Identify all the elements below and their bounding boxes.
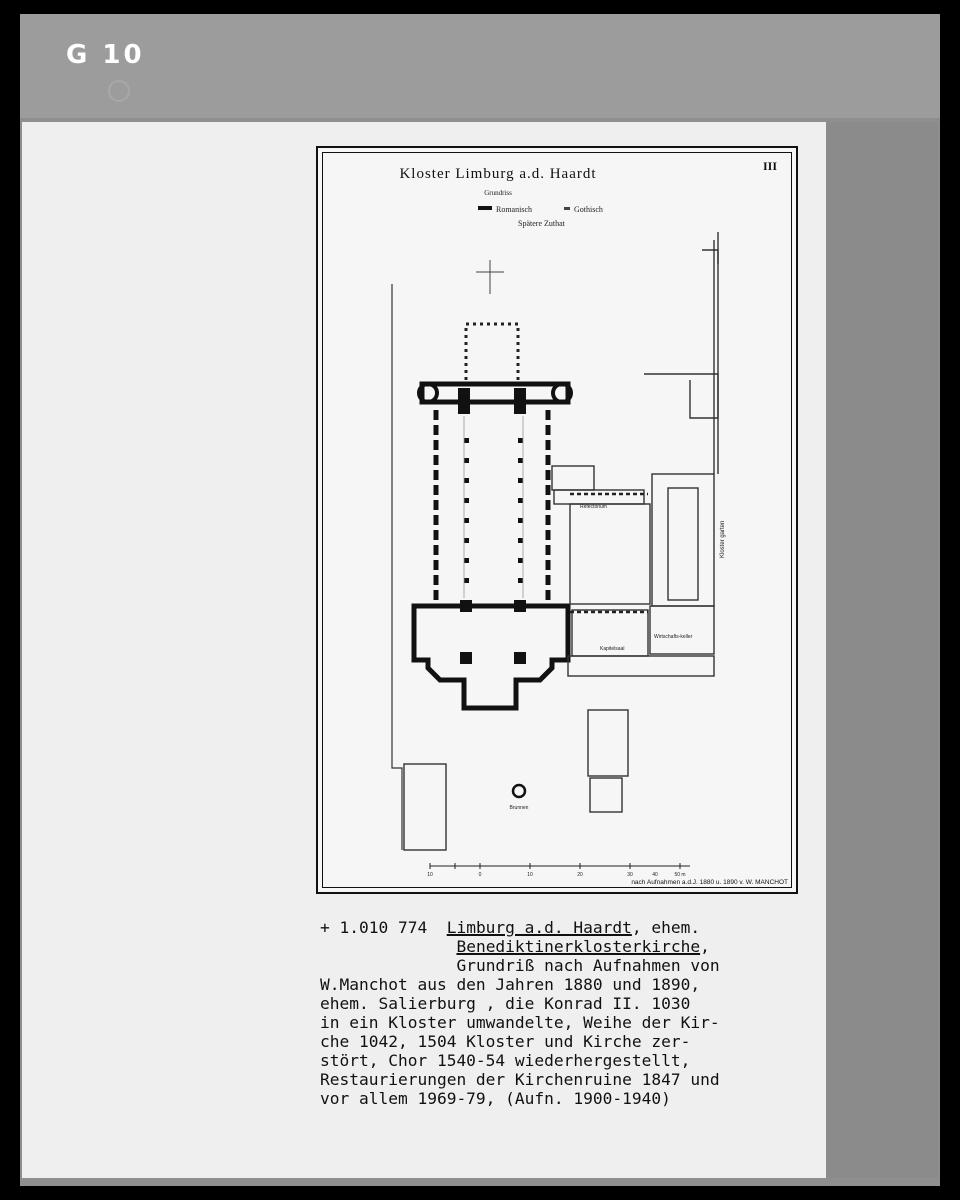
caption-building: Benediktinerklosterkirche [456, 937, 701, 956]
scale-tick: 10 [527, 872, 533, 878]
legend-romanesque: Romanisch [496, 205, 532, 214]
label-cloister-garden: Kloster garten [720, 520, 726, 558]
catalog-number: + 1.010 774 [320, 918, 428, 937]
label-fountain: Brunnen [509, 805, 529, 811]
caption-line: stört, Chor 1540-54 wiederhergestellt, [320, 1051, 691, 1070]
floor-plan-plate [316, 146, 798, 894]
caption-location-suffix: , ehem. [631, 918, 701, 937]
scale-tick: 40 [652, 872, 658, 878]
label-chapter: Kapitelsaal [600, 646, 625, 652]
archive-code: G 10 [66, 40, 145, 70]
sheet-number: III [762, 159, 778, 173]
scale-tick: 20 [577, 872, 583, 878]
caption-line: vor allem 1969-79, (Aufn. 1900-1940) [320, 1089, 671, 1108]
caption-line: Restaurierungen der Kirchenruine 1847 und [320, 1070, 720, 1089]
scale-tick: 10 [427, 872, 433, 878]
caption-line: in ein Kloster umwandelte, Weihe der Kir- [320, 1013, 720, 1032]
caption-line: Grundriß nach Aufnahmen von [456, 956, 720, 975]
caption-line: W.Manchot aus den Jahren 1880 und 1890, [320, 975, 701, 994]
label-refectory: Refectorium [580, 504, 607, 510]
card-shadow [826, 122, 938, 1178]
punch-hole [108, 80, 130, 102]
scale-tick: 50 m [674, 872, 686, 878]
caption-line: ehem. Salierburg , die Konrad II. 1030 [320, 994, 691, 1013]
label-cellar: Wirtschafts-keller [654, 634, 693, 640]
header-strip [20, 14, 940, 118]
legend-gothic: Gothisch [574, 205, 603, 214]
scale-tick: 30 [627, 872, 633, 878]
plan-title: Kloster Limburg a.d. Haardt [399, 166, 597, 182]
caption-line: che 1042, 1504 Kloster und Kirche zer- [320, 1032, 691, 1051]
plan-credit: nach Aufnahmen a.d.J. 1880 u. 1890 v. W. MANCHOT [631, 879, 788, 886]
scale-tick: 0 [478, 872, 482, 878]
legend-later: Spätere Zuthat [518, 219, 565, 228]
legend-swatch-gothic [564, 207, 570, 210]
plan-subtitle: Grundriss [484, 189, 512, 197]
floor-plan-drawing [318, 148, 796, 892]
caption-building-suffix: , [700, 937, 710, 956]
legend-swatch-romanesque [478, 206, 492, 210]
caption-location: Limburg a.d. Haardt [446, 918, 632, 937]
catalog-caption [320, 918, 800, 1108]
